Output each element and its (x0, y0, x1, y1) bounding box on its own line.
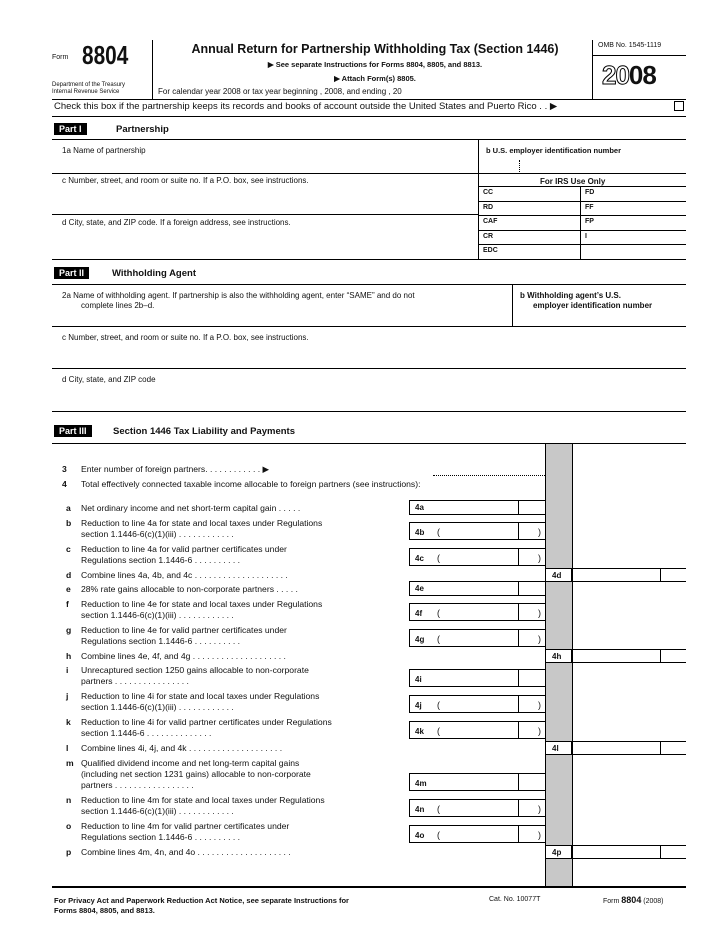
line-4m-text: partners . . . . . . . . . . . . . . . . . (81, 779, 194, 790)
line-2b-label-cont: employer identification number (533, 301, 653, 310)
line-4l-code: 4l (552, 744, 559, 753)
tax-year (602, 60, 656, 91)
footer-form-number: 8804 (621, 895, 642, 905)
irs-code-3-0: CR (483, 232, 494, 240)
line-4e-code: 4e (415, 584, 424, 593)
line-4f-box (409, 603, 434, 621)
paren-close: ) (538, 552, 541, 563)
line-4-label: Total effectively connected taxable income allocable to foreign partners (see instructions): (81, 479, 421, 489)
line-1d-label: d City, state, and ZIP code. If a foreign address, see instructions. (62, 218, 291, 227)
line-1b-label: b U.S. employer identification number (486, 146, 622, 155)
line-4g-text: Reduction to line 4e for valid partner certificates under (81, 624, 287, 635)
line-4n-code: 4n (415, 804, 425, 814)
line-4-num: 4 (62, 479, 67, 489)
line-4g-text: Regulations section 1.1446-6 . . . . . . . . . . (81, 635, 241, 646)
line-4k-text: Reduction to line 4i for valid partner certificates under Regulations (81, 717, 332, 727)
line-4m-box (409, 773, 434, 791)
amount-field-4h[interactable] (572, 649, 686, 663)
amount-field-4n[interactable] (434, 799, 545, 817)
irs-code-0-0: CC (483, 189, 494, 196)
paren-close: ) (538, 700, 541, 710)
line-4b-letter: b (66, 517, 72, 528)
line-4i-code: 4i (415, 675, 422, 684)
part1-label: Part I (54, 123, 87, 135)
line-4e-box (409, 581, 434, 596)
line-4b-text: section 1.1446-6(c)(1)(iii) . . . . . . . . . . . . (81, 528, 234, 539)
catalog-number: Cat. No. 10077T (489, 896, 541, 903)
line-4k-box (409, 721, 434, 739)
line-4d-box (545, 568, 572, 582)
form-header-left (52, 40, 152, 96)
irs-code-3-1: I (585, 232, 587, 240)
amount-field-4o[interactable] (434, 825, 545, 843)
shaded-column (545, 444, 572, 886)
line-4b-box (409, 522, 434, 540)
line-4l-letter: l (66, 743, 69, 753)
line-4i-text: Unrecaptured section 1250 gains allocable to non-corporate (81, 665, 309, 675)
irs-code-1-1: FF (585, 203, 594, 211)
line-4n-letter: n (66, 794, 72, 805)
line-4d-text: Combine lines 4a, 4b, and 4c . . . . . . . . . . . . . . . . . . . . (81, 569, 288, 580)
part3-title: Section 1446 Tax Liability and Payments (113, 426, 295, 437)
line-4m-text: (including net section 1231 gains) allocable to non-corporate (81, 768, 311, 779)
privacy-notice-cont: Forms 8804, 8805, and 8813. (54, 906, 155, 915)
paren-open: ( (437, 700, 440, 710)
line-4f-letter: f (66, 598, 69, 609)
line-4f-text: Reduction to line 4e for state and local taxes under Regulations (81, 598, 323, 609)
attach-note: ▶ Attach Form(s) 8805. (334, 74, 416, 83)
amount-field-4k[interactable] (434, 721, 545, 739)
amount-field-4f[interactable] (434, 603, 545, 621)
line-4c-letter: c (66, 543, 71, 554)
paren-open: ( (437, 526, 440, 537)
line-4d-letter: d (66, 569, 72, 580)
department (52, 82, 152, 96)
line-4o-text: Reduction to line 4m for valid partner certificates under (81, 820, 290, 831)
paren-open: ( (437, 803, 440, 814)
line-4o-box (409, 825, 434, 843)
agent-ein-field[interactable] (516, 312, 682, 324)
line-4j-code: 4j (415, 701, 422, 710)
line-3-label: Enter number of foreign partners. . . . . . . . . . . . ▶ (81, 464, 270, 474)
line-4l-box (545, 741, 572, 755)
paren-close: ) (538, 633, 541, 644)
line-4h-box (545, 649, 572, 663)
line-4g-code: 4g (415, 634, 425, 644)
line-1a-label: 1a Name of partnership (62, 146, 146, 155)
part1-title: Partnership (116, 124, 169, 135)
footer-form-year: (2008) (643, 898, 664, 905)
privacy-notice: For Privacy Act and Paperwork Reduction Act Notice, see separate Instructions for (54, 896, 349, 905)
part2-label: Part II (54, 267, 89, 279)
line-4f-text: section 1.1446-6(c)(1)(iii) . . . . . . . . . . . . (81, 609, 234, 620)
line-4a-letter: a (66, 503, 71, 513)
amount-field-4e[interactable] (434, 581, 545, 596)
line-4g-box (409, 629, 434, 647)
part3-label: Part III (54, 425, 92, 437)
dept-line: Department of the Treasury (52, 82, 126, 88)
line-4f-code: 4f (415, 608, 423, 618)
line-4m-code: 4m (415, 778, 427, 788)
irs-code-2-0: CAF (483, 218, 498, 226)
irs-use-header: For IRS Use Only (540, 177, 606, 186)
line-4k-code: 4k (415, 727, 424, 736)
partnership-ein-field[interactable] (486, 158, 682, 172)
line-4o-letter: o (66, 820, 72, 831)
line-4o-code: 4o (415, 830, 425, 840)
instructions-note: ▶ See separate Instructions for Forms 8804, 8805, and 8813. (267, 60, 483, 69)
year-bold: 08 (628, 60, 656, 90)
line-4c-box (409, 548, 434, 566)
line-4o-text: Regulations section 1.1446-6 . . . . . . . . . . (81, 831, 241, 842)
line-4j-text: Reduction to line 4i for state and local taxes under Regulations (81, 691, 320, 701)
irs-code-1-0: RD (483, 203, 494, 211)
line-4b-text: Reduction to line 4a for state and local taxes under Regulations (81, 517, 323, 528)
amount-field-4c[interactable] (434, 548, 545, 566)
foreign-books-check-line: Check this box if the partnership keeps its records and books of account outside the United States and Puerto Rico . . ▶ (54, 101, 558, 112)
amount-field-4a[interactable] (434, 500, 545, 515)
line-4i-box (409, 669, 434, 687)
partnership-address-field[interactable] (62, 190, 478, 214)
paren-close: ) (538, 726, 541, 736)
paren-close: ) (538, 803, 541, 814)
amount-field-4g[interactable] (434, 629, 545, 647)
irs-line: Internal Revenue Service (52, 89, 120, 95)
line-4a-text: Net ordinary income and net short-term capital gain . . . . . (81, 503, 301, 513)
amount-field-4d[interactable] (572, 568, 686, 582)
paren-close: ) (538, 607, 541, 618)
line-4h-code: 4h (552, 651, 562, 661)
line-4i-letter: i (66, 665, 69, 675)
amount-field-4j[interactable] (434, 695, 545, 713)
paren-open: ( (437, 829, 440, 840)
line-4i-text: partners . . . . . . . . . . . . . . . . (81, 676, 189, 686)
line-4g-letter: g (66, 624, 72, 635)
partnership-city-field[interactable] (62, 230, 478, 256)
irs-code-2-1: FP (585, 218, 594, 226)
line-4p-code: 4p (552, 847, 562, 857)
line-1c-label: c Number, street, and room or suite no. If a P.O. box, see instructions. (62, 176, 309, 185)
line-2c-label: c Number, street, and room or suite no. If a P.O. box, see instructions. (62, 333, 309, 342)
line-2a-label-cont: complete lines 2b–d. (81, 301, 155, 310)
line-4e-text: 28% rate gains allocable to non-corporate partners . . . . . (81, 584, 298, 594)
line-4n-text: Reduction to line 4m for state and local taxes under Regulations (81, 794, 325, 805)
line-4c-text: Regulations section 1.1446-6 . . . . . . . . . . (81, 554, 241, 565)
irs-code-4-0: EDC (483, 247, 498, 255)
tax-year-line[interactable]: For calendar year 2008 or tax year beginning , 2008, and ending , 20 (158, 87, 402, 96)
line-4a-code: 4a (415, 503, 424, 512)
irs-code-0-1: FD (585, 189, 595, 196)
line-3-num: 3 (62, 464, 67, 474)
line-4c-code: 4c (415, 553, 424, 563)
line-4p-letter: p (66, 846, 72, 857)
line-4h-letter: h (66, 650, 72, 661)
paren-open: ( (437, 552, 440, 563)
line-2a-label: 2a Name of withholding agent. If partnership is also the withholding agent, enter “SAME” and do not (62, 291, 415, 300)
line-4p-text: Combine lines 4m, 4n, and 4o . . . . . . . . . . . . . . . . . . . . (81, 846, 291, 857)
foreign-partners-field[interactable] (433, 475, 545, 476)
line-4k-letter: k (66, 717, 71, 727)
line-2b-label: b Withholding agent’s U.S. (520, 291, 621, 300)
form-title: Annual Return for Partnership Withholding Tax (Section 1446) (191, 42, 559, 56)
footer-form-word: Form (603, 898, 620, 905)
line-4e-letter: e (66, 584, 71, 594)
amount-field-4b[interactable] (434, 522, 545, 540)
paren-open: ( (437, 633, 440, 644)
foreign-books-checkbox[interactable] (674, 101, 684, 111)
form-number: 8804 (82, 40, 129, 70)
line-4h-text: Combine lines 4e, 4f, and 4g . . . . . . . . . . . . . . . . . . . . (81, 650, 286, 661)
line-4m-letter: m (66, 757, 74, 768)
line-4k-text: section 1.1446-6 . . . . . . . . . . . . . . (81, 728, 212, 738)
line-4a-box (409, 500, 434, 515)
paren-close: ) (538, 526, 541, 537)
line-4n-box (409, 799, 434, 817)
line-4b-code: 4b (415, 527, 425, 537)
form-label: Form (52, 54, 69, 61)
amount-field-4l[interactable] (572, 741, 686, 755)
line-4c-text: Reduction to line 4a for valid partner certificates under (81, 543, 287, 554)
line-4j-letter: j (66, 691, 69, 701)
line-4d-code: 4d (552, 570, 562, 580)
amount-field-4p[interactable] (572, 845, 686, 859)
line-4p-box (545, 845, 572, 859)
partnership-name-field[interactable] (62, 158, 478, 172)
line-4n-text: section 1.1446-6(c)(1)(iii) . . . . . . . . . . . . (81, 805, 234, 816)
year-outline: 20 (602, 60, 629, 90)
agent-address-field[interactable] (62, 345, 682, 365)
line-4j-text: section 1.1446-6(c)(1)(iii) . . . . . . . . . . . . (81, 702, 234, 712)
line-4j-box (409, 695, 434, 713)
paren-close: ) (538, 829, 541, 840)
amount-field-4i[interactable] (434, 669, 545, 687)
part2-title: Withholding Agent (112, 268, 196, 279)
agent-name-field[interactable] (62, 312, 508, 324)
paren-open: ( (437, 726, 440, 736)
paren-open: ( (437, 607, 440, 618)
amount-field-4m[interactable] (434, 773, 545, 791)
footer-form-id (603, 895, 664, 905)
line-2d-label: d City, state, and ZIP code (62, 375, 156, 384)
agent-city-field[interactable] (62, 388, 682, 408)
omb-number: OMB No. 1545-1119 (598, 42, 662, 49)
line-4l-text: Combine lines 4i, 4j, and 4k . . . . . . . . . . . . . . . . . . . . (81, 743, 283, 753)
line-4m-text: Qualified dividend income and net long-term capital gains (81, 757, 300, 768)
